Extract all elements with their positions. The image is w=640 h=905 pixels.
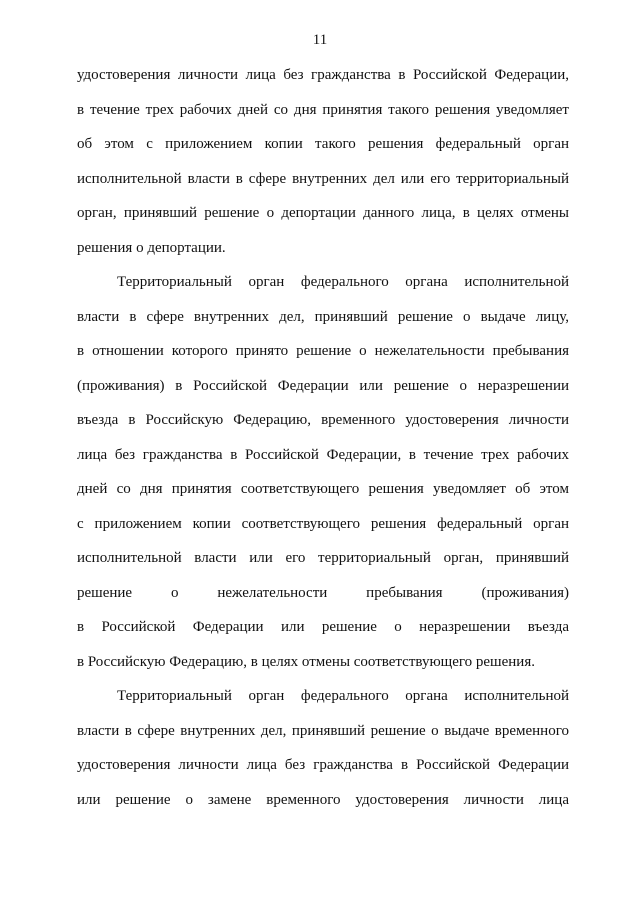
text-line: Территориальный орган федерального органа исполнительной — [117, 688, 569, 704]
text-line: решения о депортации. — [77, 239, 226, 256]
text-line: решение о нежелательности пребывания (проживания) — [77, 584, 569, 601]
text-line: исполнительной власти в сфере внутренних дел или его территориальный — [77, 170, 569, 187]
page-number: 11 — [312, 32, 328, 48]
text-line: или решение о замене временного удостоверения личности лица — [77, 791, 569, 808]
text-line: Территориальный орган федерального органа исполнительной — [117, 274, 569, 290]
text-line: власти в сфере внутренних дел, принявший решение о выдаче лицу, — [77, 308, 569, 325]
text-line: (проживания) в Российской Федерации или решение о неразрешении — [77, 377, 569, 394]
paragraph-3 — [77, 679, 569, 817]
text-line: с приложением копии соответствующего решения федеральный орган — [77, 515, 569, 532]
text-line: в Российскую Федерацию, в целях отмены соответствующего решения. — [77, 653, 535, 670]
text-line: дней со дня принятия соответствующего решения уведомляет об этом — [77, 481, 569, 497]
text-line: об этом с приложением копии такого решения федеральный орган — [77, 136, 569, 152]
text-line: орган, принявший решение о депортации данного лица, в целях отмены — [77, 205, 569, 221]
text-line: въезда в Российскую Федерацию, временного удостоверения личности — [77, 412, 569, 428]
text-line: в течение трех рабочих дней со дня принятия такого решения уведомляет — [77, 101, 569, 118]
text-line: удостоверения личности лица без гражданства в Российской Федерации, — [77, 67, 569, 83]
text-line: в отношении которого принято решение о нежелательности пребывания — [77, 343, 569, 359]
text-line: исполнительной власти или его территориальный орган, принявший — [77, 550, 569, 566]
text-line: в Российской Федерации или решение о неразрешении въезда — [77, 619, 569, 635]
text-line: удостоверения личности лица без гражданства в Российской Федерации — [77, 757, 569, 773]
text-line: лица без гражданства в Российской Федерации, в течение трех рабочих — [77, 446, 569, 463]
text-line: власти в сфере внутренних дел, принявший решение о выдаче временного — [77, 722, 569, 739]
paragraph-1 — [77, 58, 569, 265]
paragraph-2 — [77, 265, 569, 679]
document-body — [77, 58, 569, 817]
